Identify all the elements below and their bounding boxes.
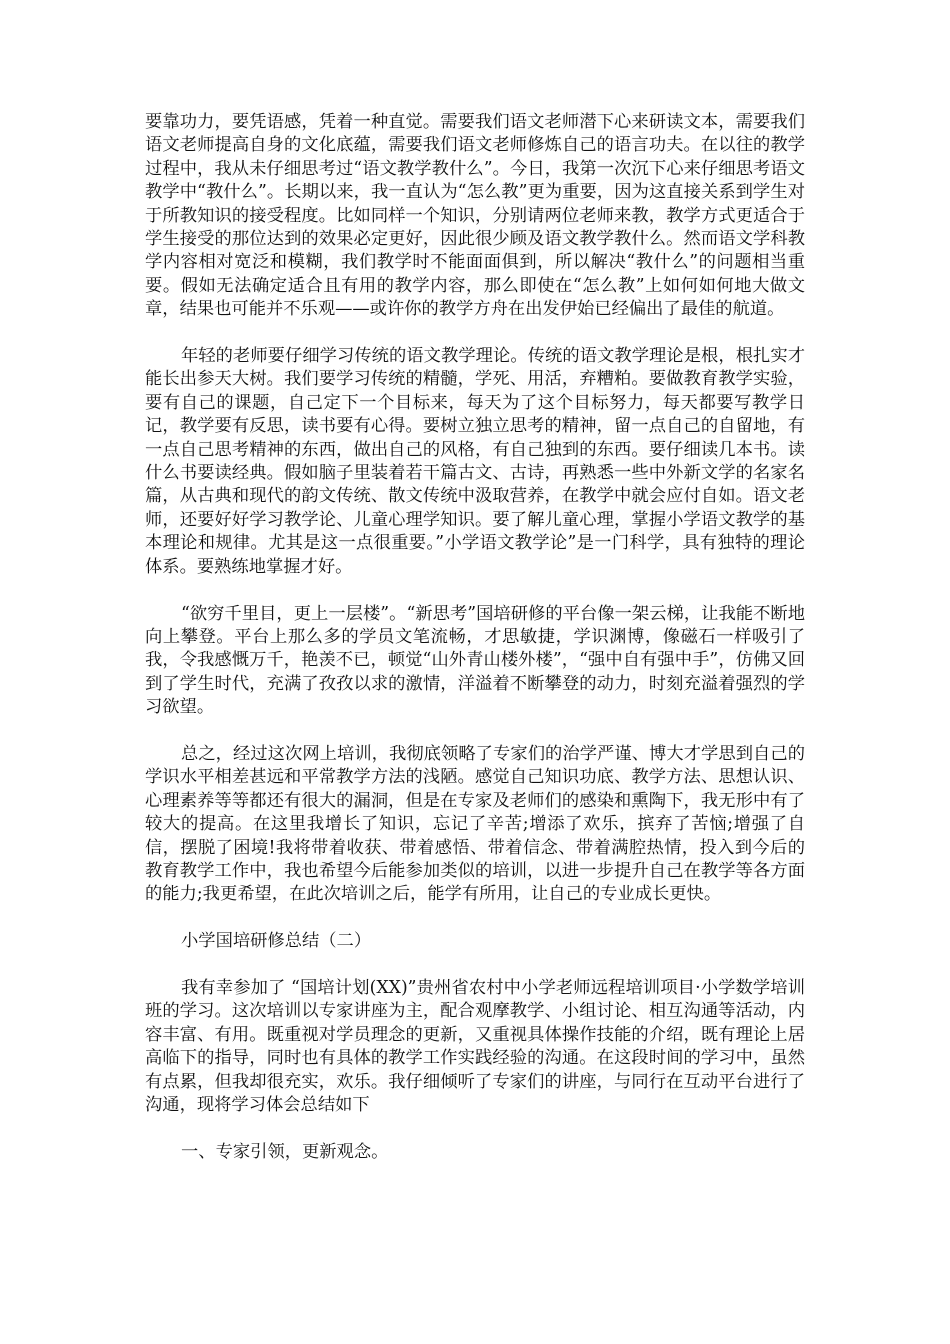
paragraph-conclusion: 总之，经过这次网上培训，我彻底领略了专家们的治学严谨、博大才学思到自己的学识水平相差甚远和平常教学方法的浅陋。感觉自己知识功底、教学方法、思想认识、心理素养等等都还有很大的漏洞，但是在专家及老师们的感染和熏陶下，我无形中有了较大的提高。在这里我增长了知识，忘记了辛苦;增添了欢乐，摈弃了苦恼;增强了自信，摆脱了困境!我将带着收获、带着感悟、带着信念、带着满腔热情，投入到今后的教育教学工作中，我也希望今后能参加类似的培训，以进一步提升自己在教学等各方面的能力;我更希望，在此次培训之后，能学有所用，让自己的专业成长更快。 — [145, 743, 805, 905]
paragraph-subheading: 一、专家引领，更新观念。 — [181, 1141, 389, 1162]
paragraph-platform: “欲穷千里目，更上一层楼”。“新思考”国培研修的平台像一架云梯，让我能不断地向上攀登。平台上那么多的学员文笔流畅，才思敏捷，学识渊博，像磁石一样吸引了我，令我感慨万千，艳羡不已，顿觉“山外青山楼外楼”，“强中自有强中手”，仿佛又回到了学生时代，充满了孜孜以求的激情，洋溢着不断攀登的动力，时刻充溢着强烈的学习欲望。 — [145, 603, 805, 718]
paragraph-section-intro: 我有幸参加了 “国培计划(XX)”贵州省农村中小学老师远程培训项目·小学数学培训班的学习。这次培训以专家讲座为主，配合观摩教学、小组讨论、相互沟通等活动，内容丰富、有用。既重视对学员理念的更新，又重视具体操作技能的介绍，既有理论上居高临下的指导，同时也有具体的教学工作实践经验的沟通。在这段时间的学习中，虽然有点累，但我却很充实，欢乐。我仔细倾听了专家们的讲座，与同行在互动平台进行了沟通，现将学习体会总结如下 — [145, 977, 805, 1115]
document-page — [145, 111, 805, 1188]
paragraph-traditional-theory: 年轻的老师要仔细学习传统的语文教学理论。传统的语文教学理论是根，根扎实才能长出参天大树。我们要学习传统的精髓，学死、用活，弃糟粕。要做教育教学实验，要有自己的课题，自己定下一个目标来，每天为了这个目标努力，每天都要写教学日记，教学要有反思，读书要有心得。要树立独立思考的精神，留一点自己的自留地，有一点自己思考精神的东西，做出自己的风格，有自己独到的东西。要仔细读几本书。读什么书要读经典。假如脑子里装着若干篇古文、古诗，再熟悉一些中外新文学的名家名篇，从古典和现代的韵文传统、散文传统中汲取营养，在教学中就会应付自如。语文老师，还要好好学习教学论、儿童心理学知识。要了解儿童心理，掌握小学语文教学的基本理论和规律。尤其是这一点很重要。”小学语文教学论”是一门科学，具有独特的理论体系。要熟练地掌握才好。 — [145, 346, 805, 577]
section-title: 小学国培研修总结（二） — [181, 931, 372, 952]
paragraph-intro: 要靠功力，要凭语感，凭着一种直觉。需要我们语文老师潜下心来研读文本，需要我们语文老师提高自身的文化底蕴，需要我们语文老师修炼自己的语言功夫。在以往的教学过程中，我从未仔细思考过“语文教学教什么”。今日，我第一次沉下心来仔细思考语文教学中“教什么”。长期以来，我一直认为“怎么教”更为重要，因为这直接关系到学生对于所教知识的接受程度。比如同样一个知识，分别请两位老师来教，教学方式更适合于学生接受的那位达到的效果必定更好，因此很少顾及语文教学教什么。然而语文学科教学内容相对宽泛和模糊，我们教学时不能面面俱到，所以解决“教什么”的问题相当重要。假如无法确定适合且有用的教学内容，那么即使在“怎么教”上如何如何地大做文章，结果也可能并不乐观——或许你的教学方舟在出发伊始已经偏出了最佳的航道。 — [145, 112, 805, 320]
